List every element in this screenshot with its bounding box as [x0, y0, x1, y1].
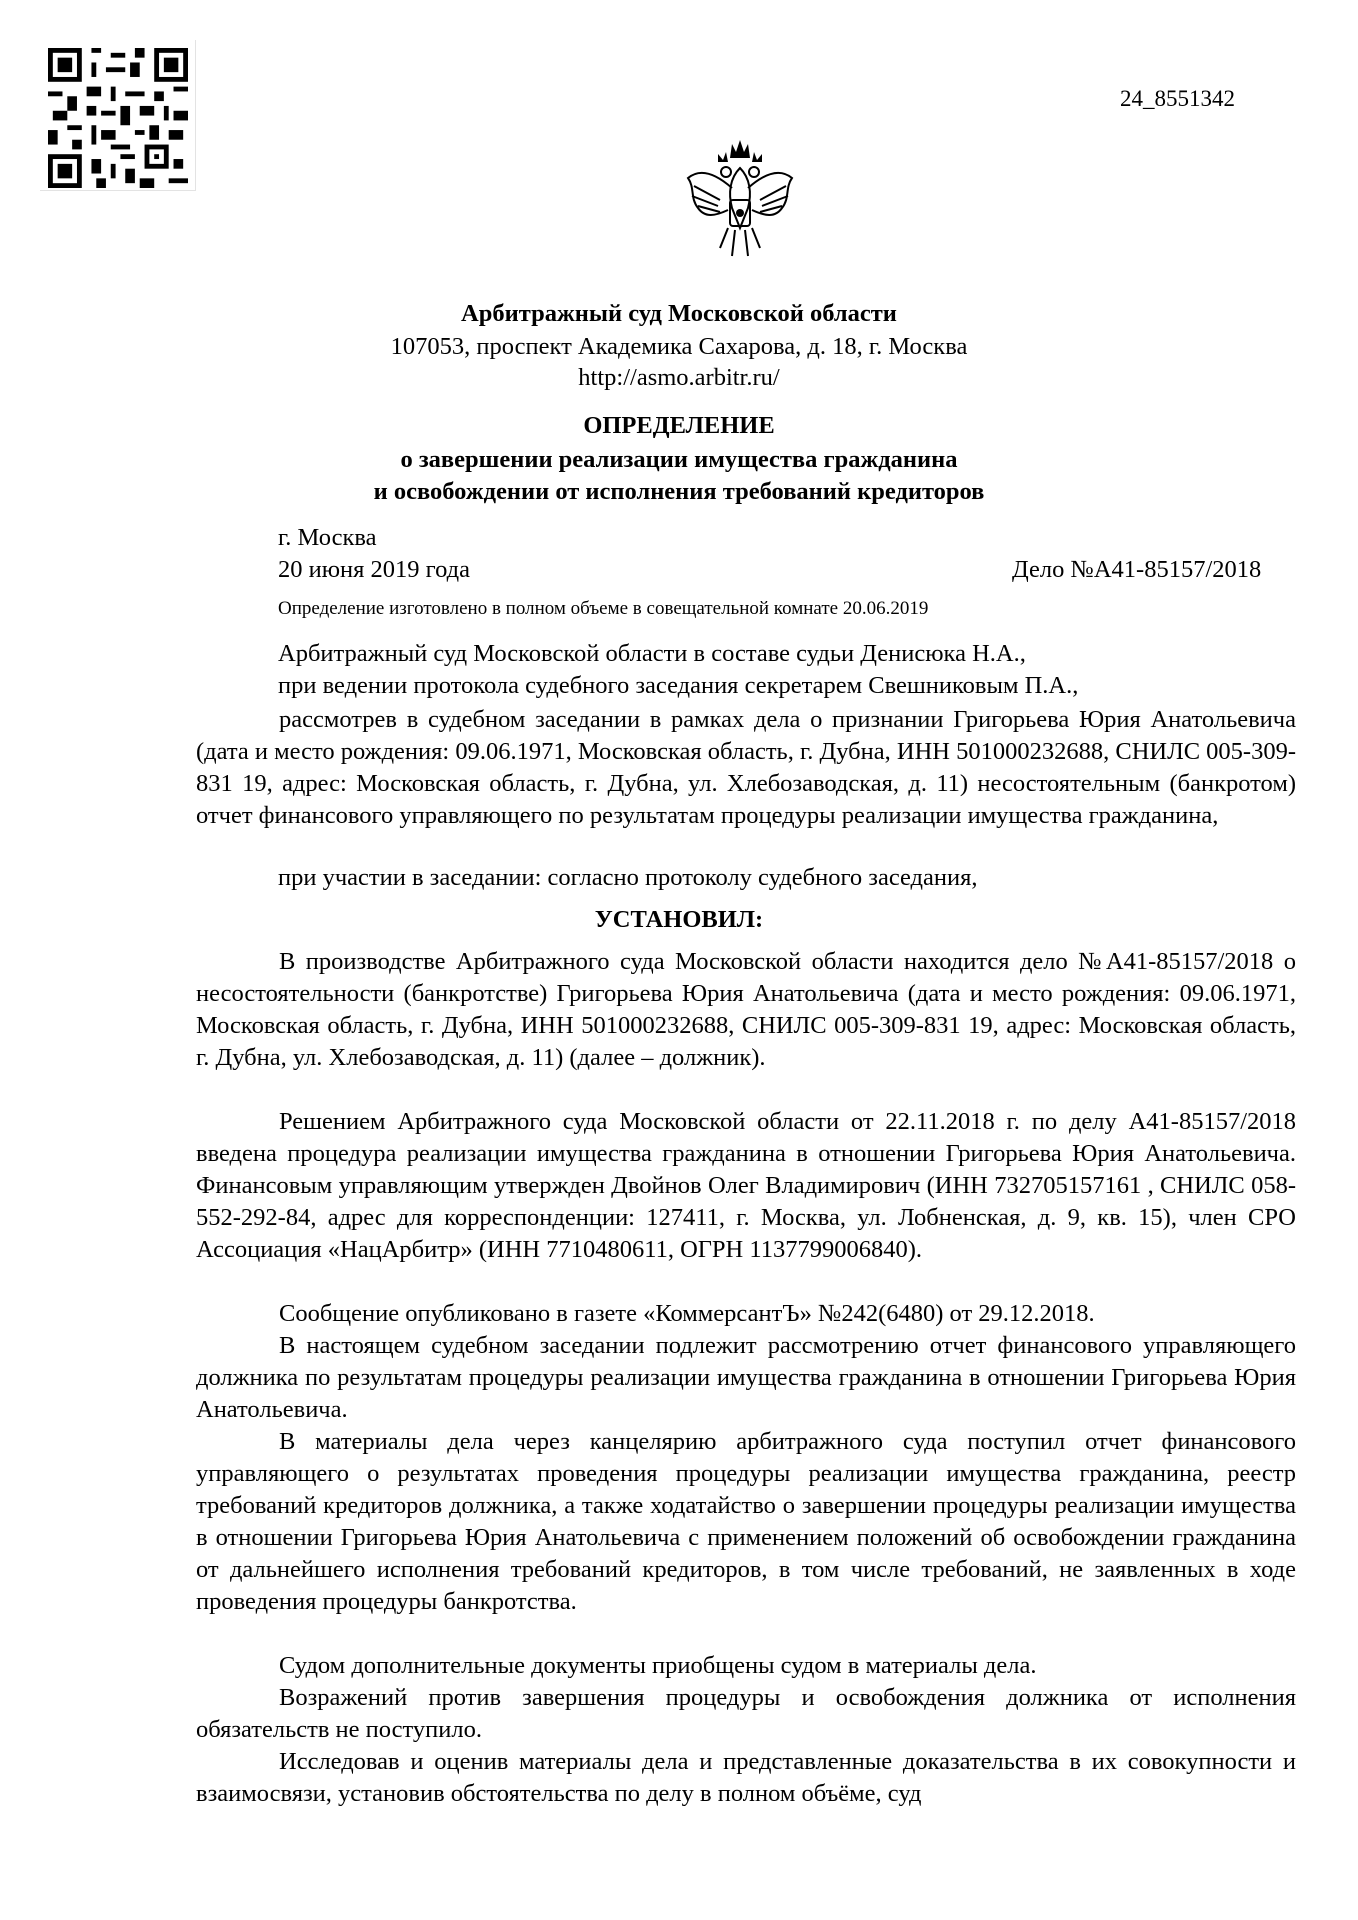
- date: 20 июня 2019 года: [278, 556, 470, 583]
- court-website: http://asmo.arbitr.ru/: [578, 364, 780, 391]
- body-paragraph-6: Судом дополнительные документы приобщены судом в материалы дела.: [279, 1652, 1037, 1679]
- document-title: ОПРЕДЕЛЕНИЕ: [583, 412, 775, 439]
- court-name: Арбитражный суд Московской области: [461, 300, 897, 327]
- case-number: Дело №А41-85157/2018: [1012, 556, 1262, 583]
- document-subtitle-line2: и освобождении от исполнения требований кредиторов: [373, 478, 985, 505]
- intro-judge: Арбитражный суд Московской области в составе судьи Денисюка Н.А.,: [278, 640, 1026, 667]
- city: г. Москва: [278, 524, 377, 551]
- document-subtitle-line1: о завершении реализации имущества гражданина: [400, 446, 958, 473]
- body-paragraph-3: Сообщение опубликовано в газете «КоммерсантЪ» №242(6480) от 29.12.2018.: [279, 1300, 1095, 1327]
- qr-code-icon: [48, 48, 188, 188]
- intro-participation: при участии в заседании: согласно протоколу судебного заседания,: [278, 864, 978, 891]
- court-address: 107053, проспект Академика Сахарова, д. 18, г. Москва: [390, 333, 968, 360]
- body-paragraph-5: В материалы дела через канцелярию арбитражного суда поступил отчет финансового управляющего о результатах проведения процедуры реализации имущества гражданина, реестр требований кредиторов должника, а также ходатайство о завершении процедуры реализации имущества в отношении Григорьева Юрия Анатольевича с применением положений об освобождении гражданина от дальнейшего исполнения требований кредиторов, в том числе требований, не заявленных в ходе проведения процедуры банкротства.: [196, 1428, 1296, 1616]
- body-paragraph-1: В производстве Арбитражного суда Московской области находится дело №А41-85157/2018 о несостоятельности (банкротстве) Григорьева Юрия Анатольевича (дата и место рождения: 09.06.1971, Московская область, г. Дубна, ИНН 501000232688, СНИЛС 005-309-831 19, адрес: Московская область, г. Дубна, ул. Хлебозаводская, д. 11) (далее – должник).: [196, 948, 1296, 1072]
- body-paragraph-8: Исследовав и оценив материалы дела и представленные доказательства в их совокупности и взаимосвязи, установив обстоятельства по делу в полном объёме, суд: [196, 1748, 1296, 1808]
- section-title: УСТАНОВИЛ:: [594, 906, 764, 933]
- body-paragraph-4: В настоящем судебном заседании подлежит рассмотрению отчет финансового управляющего должника по результатам процедуры реализации имущества гражданина в отношении Григорьева Юрия Анатольевича.: [196, 1332, 1296, 1424]
- body-paragraph-7: Возражений против завершения процедуры и освобождения должника от исполнения обязательств не поступило.: [196, 1684, 1296, 1744]
- body-paragraph-2: Решением Арбитражного суда Московской области от 22.11.2018 г. по делу А41-85157/2018 введена процедура реализации имущества гражданина в отношении Григорьева Юрия Анатольевича. Финансовым управляющим утвержден Двойнов Олег Владимирович (ИНН 732705157161 , СНИЛС 058-552-292-84, адрес для корреспонденции: 127411, г. Москва, ул. Лобненская, д. 9, кв. 15), член СРО Ассоциация «НацАрбитр» (ИНН 7710480611, ОГРН 1137799006840).: [196, 1108, 1296, 1264]
- made-note: Определение изготовлено в полном объеме в совещательной комнате 20.06.2019: [278, 598, 929, 619]
- document-number: 24_8551342: [1120, 86, 1235, 111]
- coat-of-arms-icon: [680, 138, 800, 266]
- intro-secretary: при ведении протокола судебного заседания секретарем Свешниковым П.А.,: [278, 672, 1079, 699]
- intro-considered: рассмотрев в судебном заседании в рамках дела о признании Григорьева Юрия Анатольевича (дата и место рождения: 09.06.1971, Московская область, г. Дубна, ИНН 501000232688, СНИЛС 005-309-831 19, адрес: Московская область, г. Дубна, ул. Хлебозаводская, д. 11) несостоятельным (банкротом) отчет финансового управляющего по результатам процедуры реализации имущества гражданина,: [196, 706, 1296, 830]
